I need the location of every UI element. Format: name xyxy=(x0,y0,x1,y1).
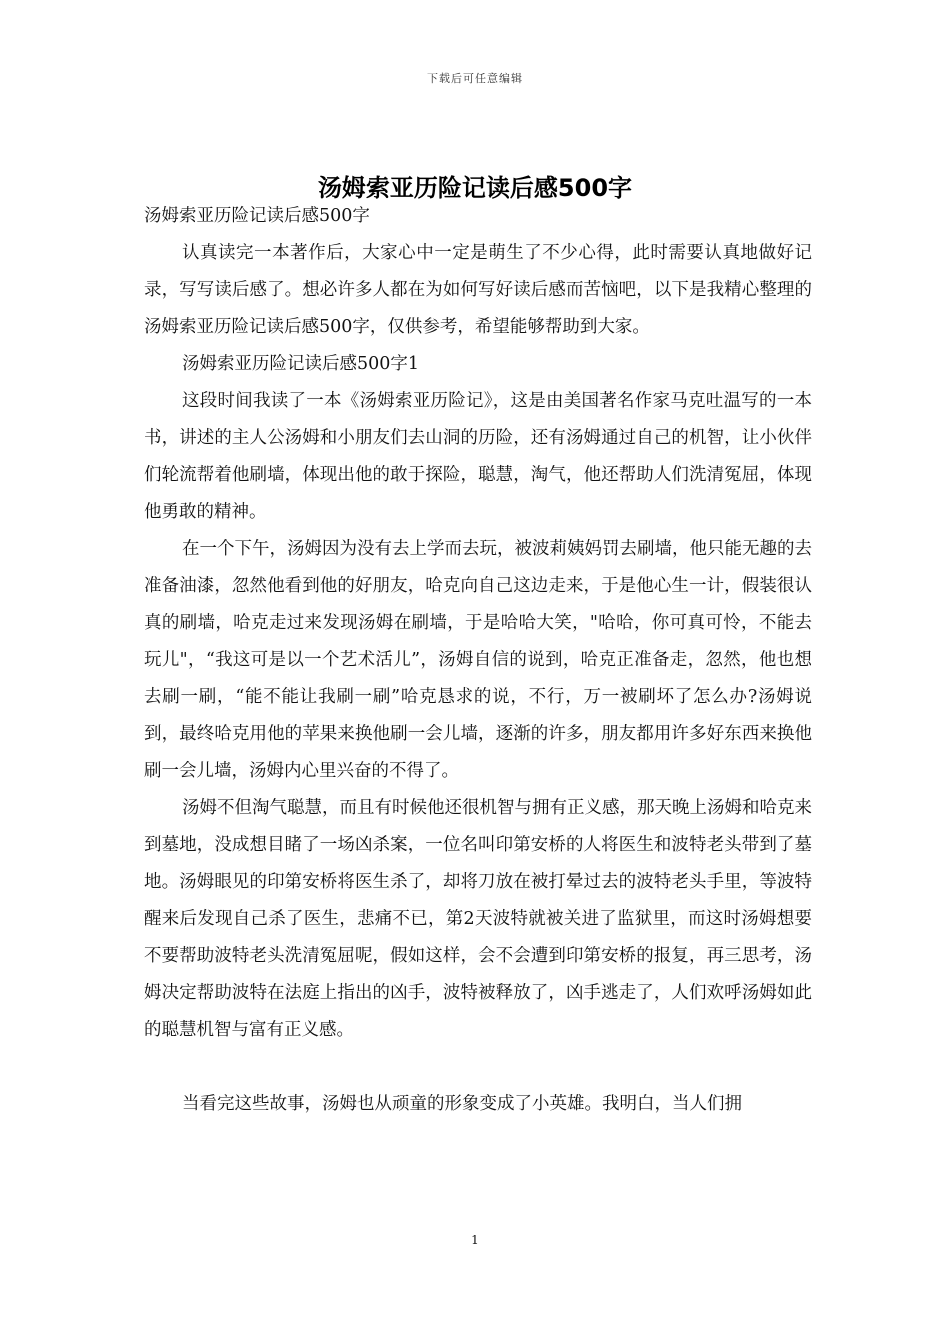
body-paragraph: 这段时间我读了一本《汤姆索亚历险记》，这是由美国著名作家马克吐温写的一本书，讲述的主人公汤姆和小朋友们去山洞的历险，还有汤姆通过自己的机智，让小伙伴们轮流帮着他刷墙，体现出他的敢于探险，聪慧，淘气，他还帮助人们洗清冤屈，体现他勇敢的精神。 xyxy=(144,391,812,522)
intro-paragraph: 认真读完一本著作后，大家心中一定是萌生了不少心得，此时需要认真地做好记录，写写读后感了。想必许多人都在为如何写好读后感而苦恼吧，以下是我精心整理的汤姆索亚历险记读后感500字，仅供参考，希望能够帮助到大家。 xyxy=(144,243,812,337)
body-paragraph: 汤姆不但淘气聪慧，而且有时候他还很机智与拥有正义感，那天晚上汤姆和哈克来到墓地，没成想目睹了一场凶杀案，一位名叫印第安桥的人将医生和波特老头带到了墓地。汤姆眼见的印第安桥将医生杀了，却将刀放在被打晕过去的波特老头手里，等波特醒来后发现自己杀了医生，悲痛不已，第2天波特就被关进了监狱里，而这时汤姆想要不要帮助波特老头洗清冤屈呢，假如这样，会不会遭到印第安桥的报复，再三思考，汤姆决定帮助波特在法庭上指出的凶手，波特被释放了，凶手逃走了，人们欢呼汤姆如此的聪慧机智与富有正义感。 xyxy=(144,798,812,1040)
body-paragraph: 在一个下午，汤姆因为没有去上学而去玩，被波莉姨妈罚去刷墙，他只能无趣的去准备油漆，忽然他看到他的好朋友，哈克向自己这边走来，于是他心生一计，假装很认真的刷墙，哈克走过来发现汤姆在刷墙，于是哈哈大笑，"哈哈，你可真可怜，不能去玩儿"，“我这可是以一个艺术活儿”，汤姆自信的说到，哈克正准备走，忽然，他也想去刷一刷，“能不能让我刷一刷”哈克恳求的说，不行，万一被刷坏了怎么办?汤姆说到，最终哈克用他的苹果来换他刷一会儿墙，逐渐的许多，朋友都用许多好东西来换他刷一会儿墙，汤姆内心里兴奋的不得了。 xyxy=(144,539,812,781)
document-body xyxy=(144,198,812,1123)
section-heading: 汤姆索亚历险记读后感500字1 xyxy=(182,354,420,374)
body-paragraph: 当看完这些故事，汤姆也从顽童的形象变成了小英雄。我明白，当人们拥 xyxy=(182,1094,742,1114)
document-subtitle: 汤姆索亚历险记读后感500字 xyxy=(144,206,370,226)
document-title: 汤姆索亚历险记读后感500字 xyxy=(317,174,633,203)
header-note: 下载后可任意编辑 xyxy=(427,72,523,85)
page-number: 1 xyxy=(471,1233,479,1247)
